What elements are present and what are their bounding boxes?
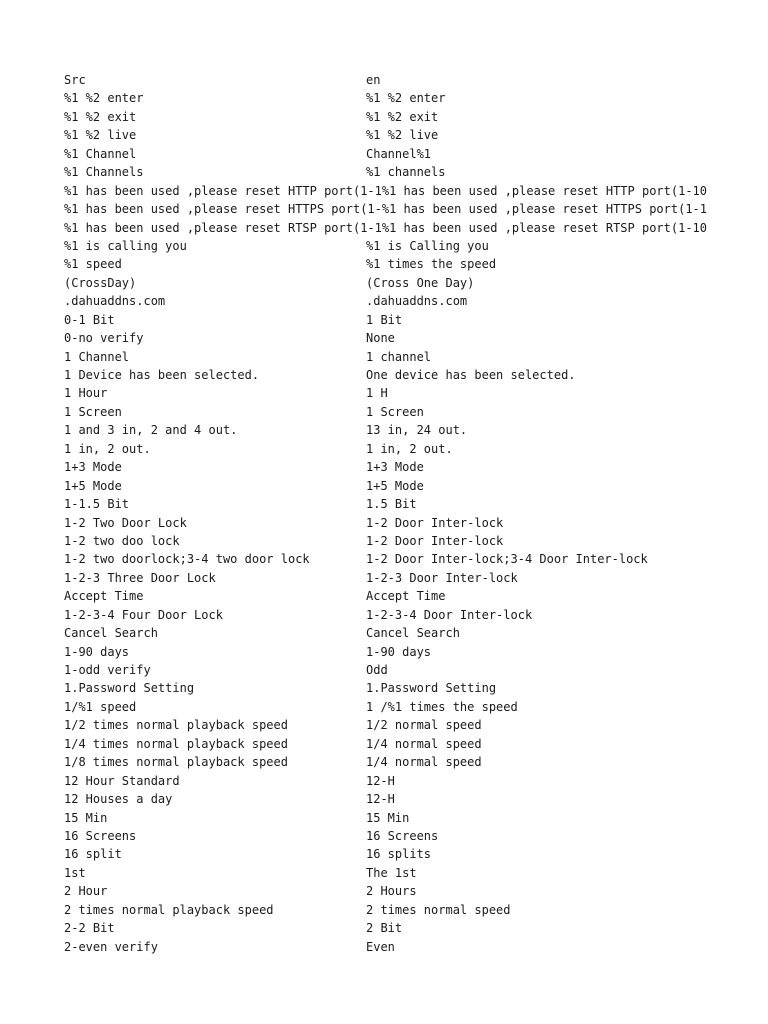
english-text: en [366, 71, 754, 89]
table-row [64, 514, 754, 532]
source-text: 1/4 times normal playback speed [64, 736, 288, 751]
source-text: Cancel Search [64, 626, 158, 641]
source-text: 0-no verify [64, 331, 144, 346]
table-row [64, 606, 754, 624]
table-row [64, 421, 754, 439]
table-row [64, 827, 754, 845]
source-text: 2-2 Bit [64, 921, 115, 936]
english-text: %1 channels [366, 163, 754, 181]
source-text: %1 Channels [64, 165, 144, 180]
table-row [64, 624, 754, 642]
english-text: 1.5 Bit [366, 495, 754, 513]
source-text: 1 Device has been selected. [64, 368, 260, 382]
source-text: 2-even verify [64, 939, 158, 954]
english-text: 1-2 Door Inter-lock [366, 532, 754, 550]
english-text: 2 times normal speed [366, 901, 754, 919]
table-row [64, 403, 754, 421]
english-text: 1.Password Setting [366, 679, 754, 697]
english-text: The 1st [366, 864, 754, 882]
table-row [64, 182, 754, 200]
source-text: 1.Password Setting [64, 681, 195, 696]
english-text: %1 %2 exit [366, 108, 754, 126]
table-row [64, 274, 754, 292]
table-row [64, 384, 754, 402]
source-text: 1 in, 2 out. [64, 441, 151, 456]
table-row [64, 661, 754, 679]
table-row [64, 735, 754, 753]
table-row [64, 292, 754, 310]
english-text: 1-2-3-4 Door Inter-lock [366, 606, 754, 624]
english-text: .dahuaddns.com [366, 292, 754, 310]
table-row [64, 550, 754, 568]
source-text: 1-90 days [64, 644, 130, 659]
source-text: %1 is calling you [64, 238, 187, 253]
source-text: 1-1.5 Bit [64, 497, 130, 512]
source-text: 1-2 two doorlock;3-4 two door lock [64, 552, 310, 567]
source-text: %1 %2 enter [64, 91, 144, 106]
table-row [64, 458, 754, 476]
source-text: 1/2 times normal playback speed [64, 718, 288, 733]
table-row [64, 366, 754, 384]
english-text: 1 /%1 times the speed [366, 698, 754, 716]
source-text: 15 Min [64, 810, 108, 825]
english-text: 1/4 normal speed [366, 753, 754, 771]
source-text: Src [64, 73, 86, 87]
english-text: 15 Min [366, 809, 754, 827]
source-text: 1/8 times normal playback speed [64, 755, 288, 770]
english-text: Cancel Search [366, 624, 754, 642]
source-text: (CrossDay) [64, 275, 137, 290]
table-row [64, 163, 754, 181]
english-text: 1 H [366, 384, 754, 402]
english-text: 1-90 days [366, 643, 754, 661]
table-row [64, 809, 754, 827]
english-text: %1 times the speed [366, 255, 754, 273]
table-row [64, 882, 754, 900]
table-row [64, 71, 754, 89]
english-text: 2 Bit [366, 919, 754, 937]
english-text: Even [366, 938, 754, 956]
english-text: 1-2 Door Inter-lock;3-4 Door Inter-lock [366, 550, 754, 568]
source-text: 1 and 3 in, 2 and 4 out. [64, 423, 238, 438]
english-text: Accept Time [366, 587, 754, 605]
table-row [64, 255, 754, 273]
source-text: %1 speed [64, 257, 122, 272]
source-text: 12 Houses a day [64, 792, 173, 807]
english-text: (Cross One Day) [366, 274, 754, 292]
source-text: .dahuaddns.com [64, 294, 166, 309]
source-text: 12 Hour Standard [64, 773, 180, 788]
english-text: One device has been selected. [366, 366, 754, 384]
english-text: 1/4 normal speed [366, 735, 754, 753]
source-text: 2 times normal playback speed [64, 902, 274, 917]
table-row [64, 643, 754, 661]
source-text: 2 Hour [64, 884, 108, 899]
table-row [64, 569, 754, 587]
english-text: 1-2 Door Inter-lock [366, 514, 754, 532]
table-row [64, 716, 754, 734]
source-text: Accept Time [64, 589, 144, 604]
table-row [64, 790, 754, 808]
english-text: 1-2-3 Door Inter-lock [366, 569, 754, 587]
table-row [64, 532, 754, 550]
source-text: 0-1 Bit [64, 312, 115, 327]
source-text: %1 has been used ,please reset HTTP port(1-1%1 has been used ,please reset HTTP port(1-10 [64, 183, 707, 198]
table-row [64, 440, 754, 458]
source-text: 1 Hour [64, 386, 108, 401]
english-text: %1 %2 enter [366, 89, 754, 107]
english-text: 1/2 normal speed [366, 716, 754, 734]
english-text: 16 splits [366, 845, 754, 863]
table-row [64, 495, 754, 513]
english-text: 1 channel [366, 348, 754, 366]
english-text: 1 Bit [366, 311, 754, 329]
source-text: 1 Screen [64, 404, 122, 419]
table-row [64, 938, 754, 956]
english-text: 1 Screen [366, 403, 754, 421]
source-text: 1-2-3 Three Door Lock [64, 570, 216, 585]
source-text: 1+3 Mode [64, 460, 122, 475]
english-text: 16 Screens [366, 827, 754, 845]
table-row [64, 919, 754, 937]
source-text: 1/%1 speed [64, 699, 137, 714]
english-text: 1+5 Mode [366, 477, 754, 495]
table-row [64, 108, 754, 126]
english-text: 2 Hours [366, 882, 754, 900]
table-row [64, 864, 754, 882]
english-text: Odd [366, 661, 754, 679]
table-row [64, 587, 754, 605]
source-text: 1+5 Mode [64, 478, 122, 493]
table-row [64, 329, 754, 347]
table-row [64, 679, 754, 697]
table-row [64, 126, 754, 144]
source-text: %1 %2 exit [64, 109, 137, 124]
source-text: 1-2-3-4 Four Door Lock [64, 607, 223, 622]
table-row [64, 311, 754, 329]
english-text: 12-H [366, 790, 754, 808]
english-text: %1 %2 live [366, 126, 754, 144]
english-text: None [366, 329, 754, 347]
source-text: 1 Channel [64, 349, 130, 364]
source-text: %1 has been used ,please reset RTSP port(1-1%1 has been used ,please reset RTSP port(1-10 [64, 220, 707, 235]
source-text: 1-2 Two Door Lock [64, 515, 187, 530]
table-row [64, 219, 754, 237]
english-text: Channel%1 [366, 145, 754, 163]
source-text: %1 Channel [64, 146, 137, 161]
table-row [64, 901, 754, 919]
source-text: 1-2 two doo lock [64, 533, 180, 548]
source-text: 16 Screens [64, 828, 137, 843]
english-text: 1 in, 2 out. [366, 440, 754, 458]
translation-table [64, 71, 754, 956]
source-text: 1-odd verify [64, 663, 151, 677]
table-row [64, 698, 754, 716]
table-row [64, 348, 754, 366]
source-text: 1st [64, 865, 86, 880]
table-row [64, 200, 754, 218]
table-row [64, 753, 754, 771]
english-text: 12-H [366, 772, 754, 790]
english-text: %1 is Calling you [366, 237, 754, 255]
english-text: 13 in, 24 out. [366, 421, 754, 439]
table-row [64, 772, 754, 790]
english-text: 1+3 Mode [366, 458, 754, 476]
table-row [64, 237, 754, 255]
table-row [64, 477, 754, 495]
source-text: 16 split [64, 847, 122, 862]
table-row [64, 89, 754, 107]
table-row [64, 145, 754, 163]
source-text: %1 has been used ,please reset HTTPS port(1-%1 has been used ,please reset HTTPS port(1-1 [64, 202, 707, 217]
table-row [64, 845, 754, 863]
source-text: %1 %2 live [64, 128, 137, 143]
